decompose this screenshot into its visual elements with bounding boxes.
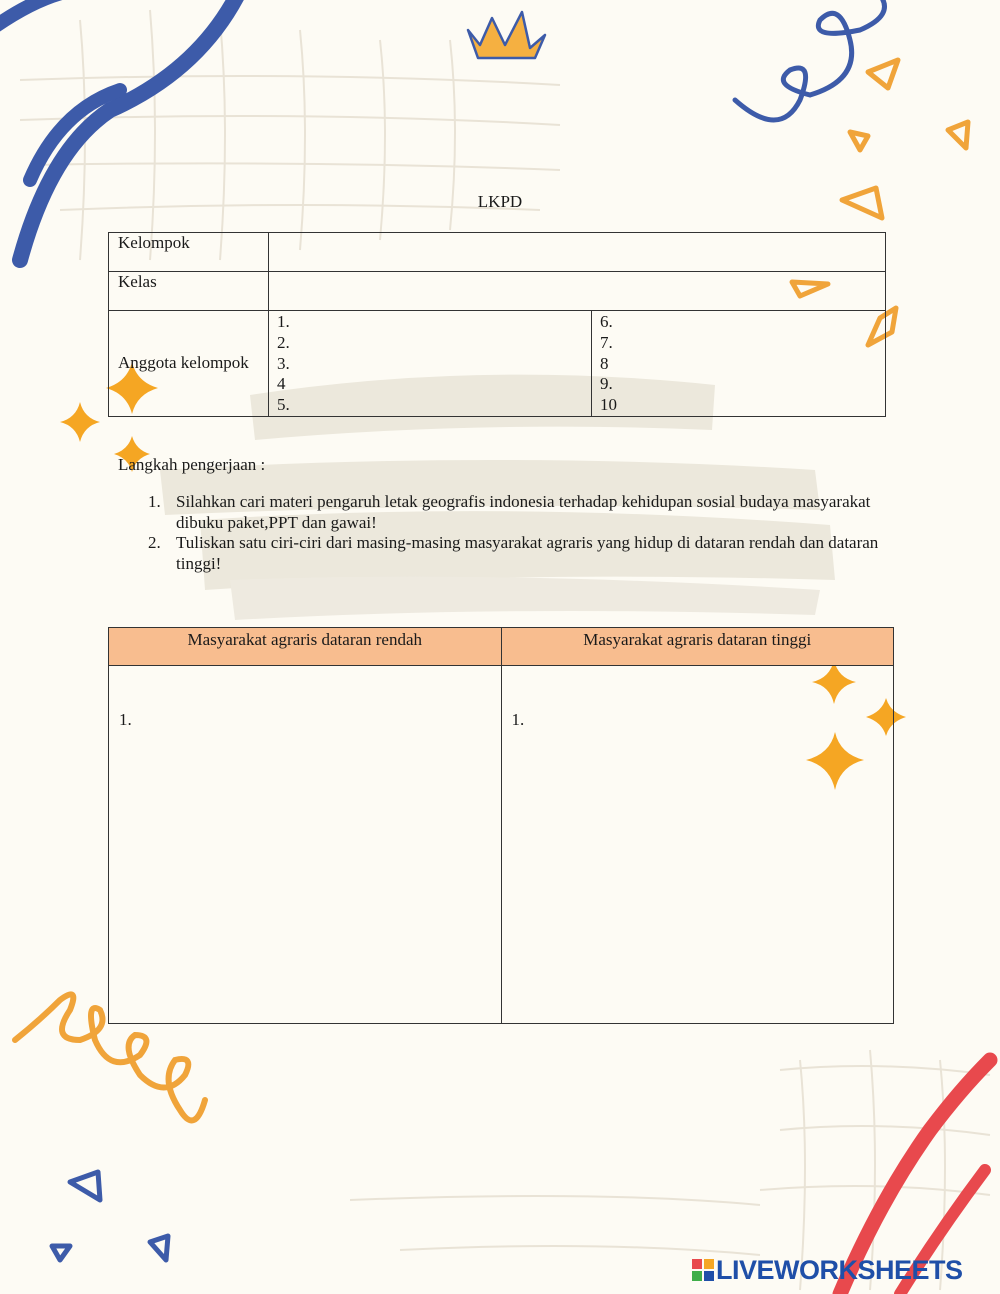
triangle-icon — [150, 1236, 168, 1260]
members-left-cell[interactable] — [269, 311, 592, 417]
highland-header: Masyarakat agraris dataran tinggi — [501, 628, 894, 666]
document-title: LKPD — [477, 192, 523, 211]
triangle-icon — [850, 132, 868, 150]
sparkle-icon — [60, 402, 100, 442]
triangle-icon — [868, 60, 898, 88]
member-number: 5. — [277, 395, 290, 415]
member-number: 10 — [600, 395, 617, 415]
answer-table — [108, 627, 894, 1024]
kelas-row — [109, 272, 886, 311]
triangle-icon — [70, 1172, 100, 1200]
step-number: 2. — [148, 533, 161, 553]
lowland-answer-field[interactable]: 1. — [109, 666, 502, 1024]
step-number: 1. — [148, 492, 161, 511]
brush-stroke — [230, 577, 820, 620]
highland-answer-field[interactable]: 1. — [501, 666, 894, 1024]
logo-grid-icon — [692, 1259, 714, 1281]
lowland-header: Masyarakat agraris dataran rendah — [109, 628, 502, 666]
group-info-table — [108, 232, 886, 417]
answer-header-row — [109, 628, 894, 666]
members-right-list — [592, 311, 885, 416]
member-number: 8 — [600, 353, 609, 373]
kelas-field[interactable] — [269, 272, 886, 311]
blue-swirl — [0, 0, 110, 30]
kelompok-field[interactable] — [269, 233, 886, 272]
step-item — [148, 492, 888, 533]
steps-heading: Langkah pengerjaan : — [118, 455, 266, 474]
triangle-icon — [948, 122, 968, 148]
crown-icon — [468, 12, 545, 58]
member-number: 7. — [600, 332, 613, 352]
answer-body-row — [109, 666, 894, 1024]
triangle-icon — [52, 1246, 70, 1260]
logo-text: LIVEWORKSHEETS — [716, 1255, 963, 1285]
step-item — [148, 533, 888, 574]
member-number: 3. — [277, 353, 290, 373]
member-number: 4 — [277, 374, 286, 394]
kelompok-label: Kelompok — [109, 233, 269, 272]
liveworksheets-logo — [692, 1255, 963, 1286]
kelas-label: Kelas — [109, 272, 269, 311]
member-number: 9. — [600, 374, 613, 394]
anggota-label: Anggota kelompok — [109, 311, 269, 417]
member-number: 1. — [277, 312, 290, 331]
steps-list — [148, 492, 888, 574]
step-text: Tuliskan satu ciri-ciri dari masing-masing masyarakat agraris yang hidup di dataran rendah dan dataran tinggi! — [176, 533, 879, 573]
kelompok-row — [109, 233, 886, 272]
member-number: 6. — [600, 312, 613, 331]
members-left-list — [269, 311, 591, 416]
step-text: Silahkan cari materi pengaruh letak geografis indonesia terhadap kehidupan sosial budaya masyarakat dibuku paket,PPT dan gawai! — [176, 492, 871, 532]
members-right-cell[interactable] — [592, 311, 886, 417]
blue-squiggle — [735, 0, 885, 120]
anggota-row — [109, 311, 886, 417]
member-number: 2. — [277, 332, 290, 352]
